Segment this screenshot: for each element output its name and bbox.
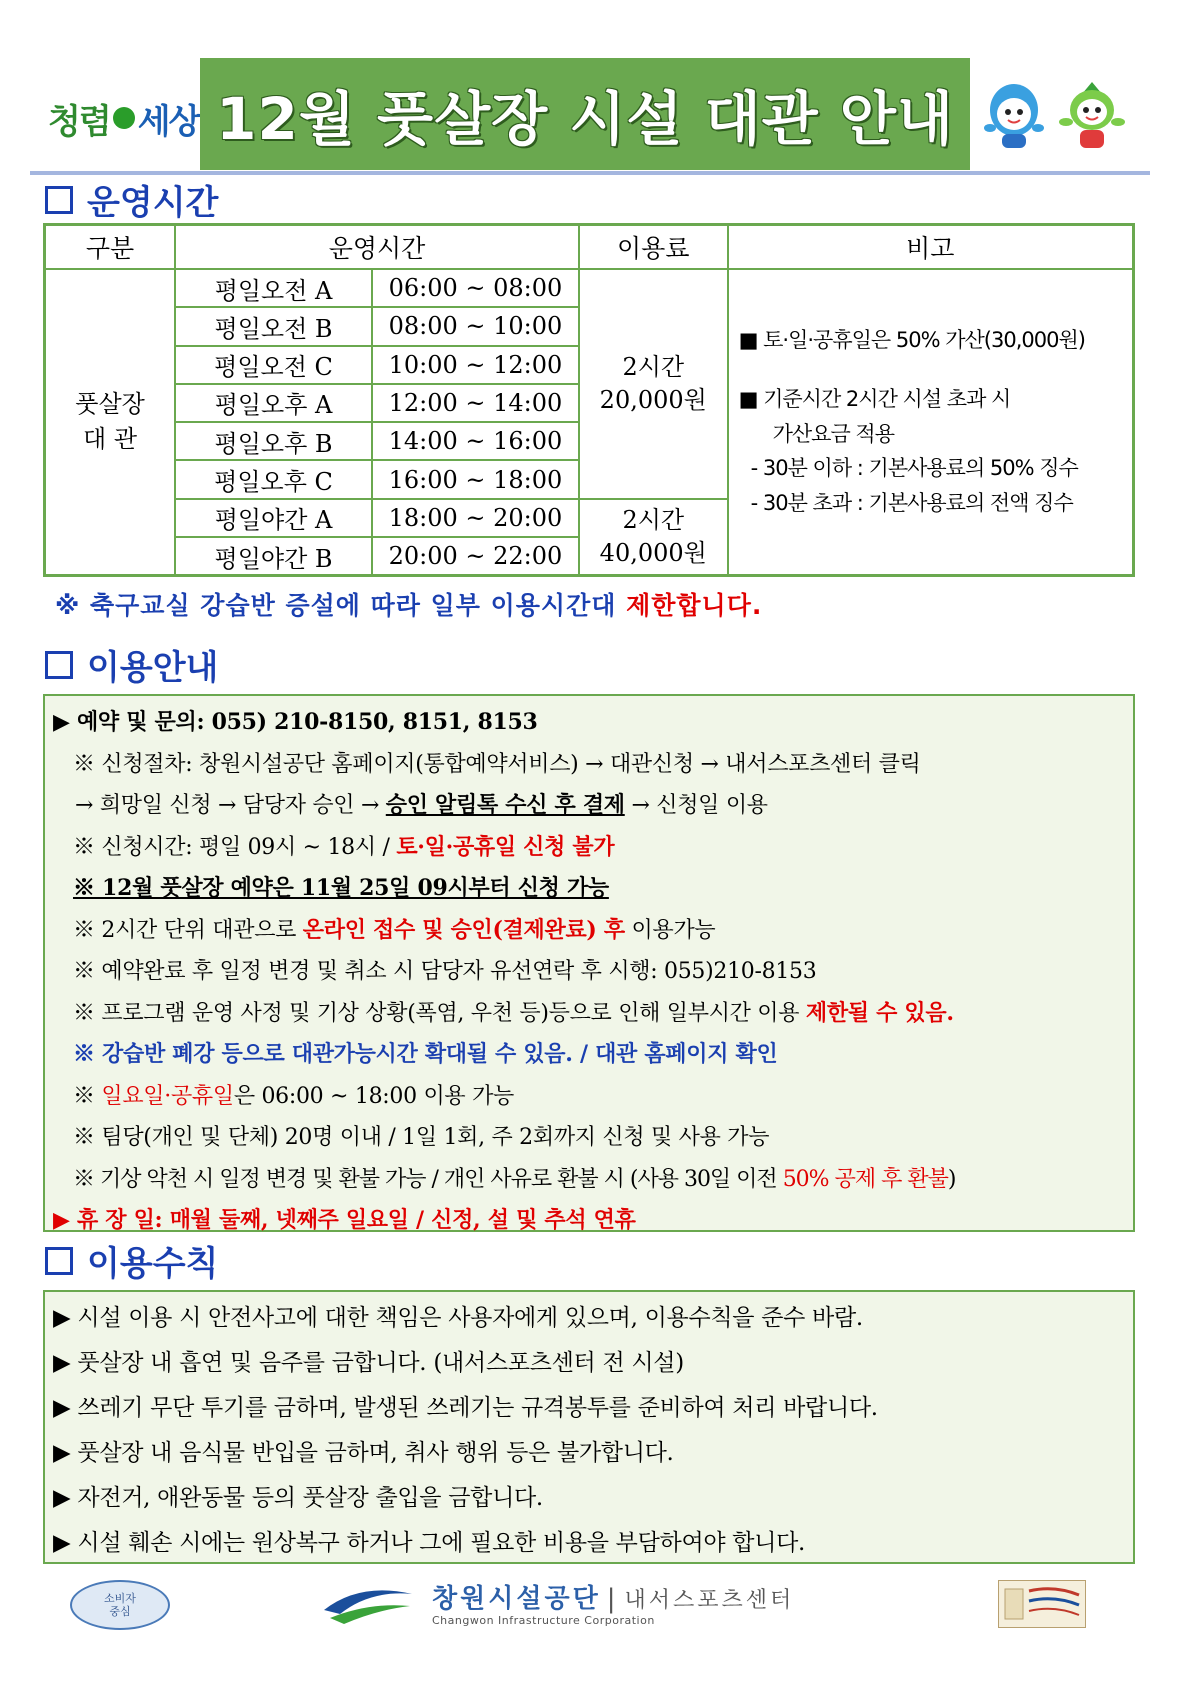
slot-cell: 평일오전 B <box>175 307 372 345</box>
time-cell: 16:00 ~ 18:00 <box>372 460 579 498</box>
schedule-table <box>43 223 1135 577</box>
slot-cell: 평일야간 A <box>175 499 372 537</box>
title-banner <box>200 58 970 170</box>
fee-day-cell: 2시간 20,000원 <box>579 269 728 499</box>
slot-cell: 평일오전 A <box>175 269 372 307</box>
rule-item: ▶ 풋살장 내 음식물 반입을 금하며, 취사 행위 등은 불가합니다. <box>53 1440 674 1466</box>
slot-cell: 평일오전 C <box>175 346 372 384</box>
restriction-notice: ※ 축구교실 강습반 증설에 따라 일부 이용시간대 제한합니다. <box>55 591 763 620</box>
section-title-rules: 이용수칙 <box>45 1236 218 1285</box>
green-mascot-icon <box>1058 80 1126 152</box>
info-line: ※ 12월 풋살장 예약은 11월 25일 09시부터 신청 가능 <box>73 875 609 901</box>
cheongryeom-logo: 청렴 세상 <box>48 101 200 142</box>
organization-logo: 창원시설공단 | 내서스포츠센터 Changwon Infrastructure Corporation <box>320 1576 880 1636</box>
slot-cell: 평일야간 B <box>175 537 372 575</box>
category-label: 풋살장 대 관 <box>75 390 145 453</box>
blue-mascot-icon <box>980 80 1048 152</box>
slot-cell: 평일오후 A <box>175 384 372 422</box>
col-header-note: 비고 <box>728 225 1134 269</box>
info-line: ※ 2시간 단위 대관으로 온라인 접수 및 승인(결제완료) 후 이용가능 <box>73 916 716 943</box>
logo-dot-icon <box>113 107 135 129</box>
slot-cell: 평일오후 B <box>175 422 372 460</box>
info-line: ※ 강습반 폐강 등으로 대관가능시간 확대될 수 있음. / 대관 홈페이지 확인 <box>73 1041 778 1067</box>
footer <box>40 1574 1120 1664</box>
info-line: ※ 신청시간: 평일 09시 ~ 18시 / 토·일·공휴일 신청 불가 <box>73 833 615 860</box>
rule-item: ▶ 풋살장 내 흡연 및 음주를 금합니다. (내서스포츠센터 전 시설) <box>53 1350 684 1376</box>
note-cell: ■ 토·일·공휴일은 50% 가산(30,000원) ■ 기준시간 2시간 시설 초과 시 가산요금 적용 - 30분 이하 : 기본사용료의 50% 징수 - 30분 초과 : 기본사용료의 전액 징수 <box>728 269 1134 576</box>
mascots <box>980 80 1140 156</box>
table-row <box>45 269 1134 307</box>
checkbox-square-icon <box>45 186 73 214</box>
rule-item: ▶ 쓰레기 무단 투기를 금하며, 발생된 쓰레기는 규격봉투를 준비하여 처리 바랍니다. <box>53 1395 878 1421</box>
certificate-emblem-icon <box>998 1580 1086 1628</box>
checkbox-square-icon <box>45 1247 73 1275</box>
header <box>30 58 1145 178</box>
info-box <box>43 694 1135 1232</box>
time-cell: 10:00 ~ 12:00 <box>372 346 579 384</box>
rule-item: ▶ 시설 이용 시 안전사고에 대한 책임은 사용자에게 있으며, 이용수칙을 준수 바람. <box>53 1305 863 1331</box>
col-header-fee: 이용료 <box>579 225 728 269</box>
time-cell: 14:00 ~ 16:00 <box>372 422 579 460</box>
rule-item: ▶ 자전거, 애완동물 등의 풋살장 출입을 금합니다. <box>53 1485 543 1511</box>
info-line: ※ 일요일·공휴일은 06:00 ~ 18:00 이용 가능 <box>73 1083 514 1109</box>
category-cell <box>45 269 176 576</box>
page-title: 12월 풋살장 시설 대관 안내 <box>216 85 954 153</box>
rule-item: ▶ 시설 훼손 시에는 원상복구 하거나 그에 필요한 비용을 부담하여야 합니다. <box>53 1530 806 1556</box>
info-line-closed-days: ▶ 휴 장 일: 매월 둘째, 넷째주 일요일 / 신정, 설 및 추석 연휴 <box>53 1207 636 1233</box>
info-line: ※ 프로그램 운영 사정 및 기상 상황(폭염, 우천 등)등으로 인해 일부시간 이용 제한될 수 있음. <box>73 999 954 1026</box>
fee-night-cell: 2시간 40,000원 <box>579 499 728 576</box>
section-title-info: 이용안내 <box>45 640 218 689</box>
swoosh-logo-icon <box>320 1580 416 1628</box>
info-line: → 희망일 신청 → 담당자 승인 → 승인 알림톡 수신 후 결제 → 신청일 이용 <box>75 792 768 818</box>
info-line-contact: ▶ 예약 및 문의: 055) 210-8150, 8151, 8153 <box>53 709 538 735</box>
info-line: ※ 팀당(개인 및 단체) 20명 이내 / 1일 1회, 주 2회까지 신청 및 사용 가능 <box>73 1125 770 1150</box>
section-title-hours: 운영시간 <box>45 175 218 224</box>
table-header-row <box>45 225 1134 269</box>
rules-box <box>43 1290 1135 1564</box>
col-header-category: 구분 <box>45 225 176 269</box>
col-header-hours: 운영시간 <box>175 225 579 269</box>
info-line: ※ 신청절차: 창원시설공단 홈페이지(통합예약서비스) → 대관신청 → 내서스포츠센터 클릭 <box>73 751 921 777</box>
info-line: ※ 기상 악천 시 일정 변경 및 환불 가능 / 개인 사유로 환불 시 (사용 30일 이전 50% 공제 후 환불) <box>73 1166 956 1192</box>
time-cell: 18:00 ~ 20:00 <box>372 499 579 537</box>
time-cell: 06:00 ~ 08:00 <box>372 269 579 307</box>
slot-cell: 평일오후 C <box>175 460 372 498</box>
time-cell: 20:00 ~ 22:00 <box>372 537 579 575</box>
time-cell: 08:00 ~ 10:00 <box>372 307 579 345</box>
checkbox-square-icon <box>45 651 73 679</box>
info-line: ※ 예약완료 후 일정 변경 및 취소 시 담당자 유선연락 후 시행: 055)210-8153 <box>73 959 817 984</box>
consumer-centered-badge: 소비자 중심 <box>70 1580 170 1630</box>
time-cell: 12:00 ~ 14:00 <box>372 384 579 422</box>
